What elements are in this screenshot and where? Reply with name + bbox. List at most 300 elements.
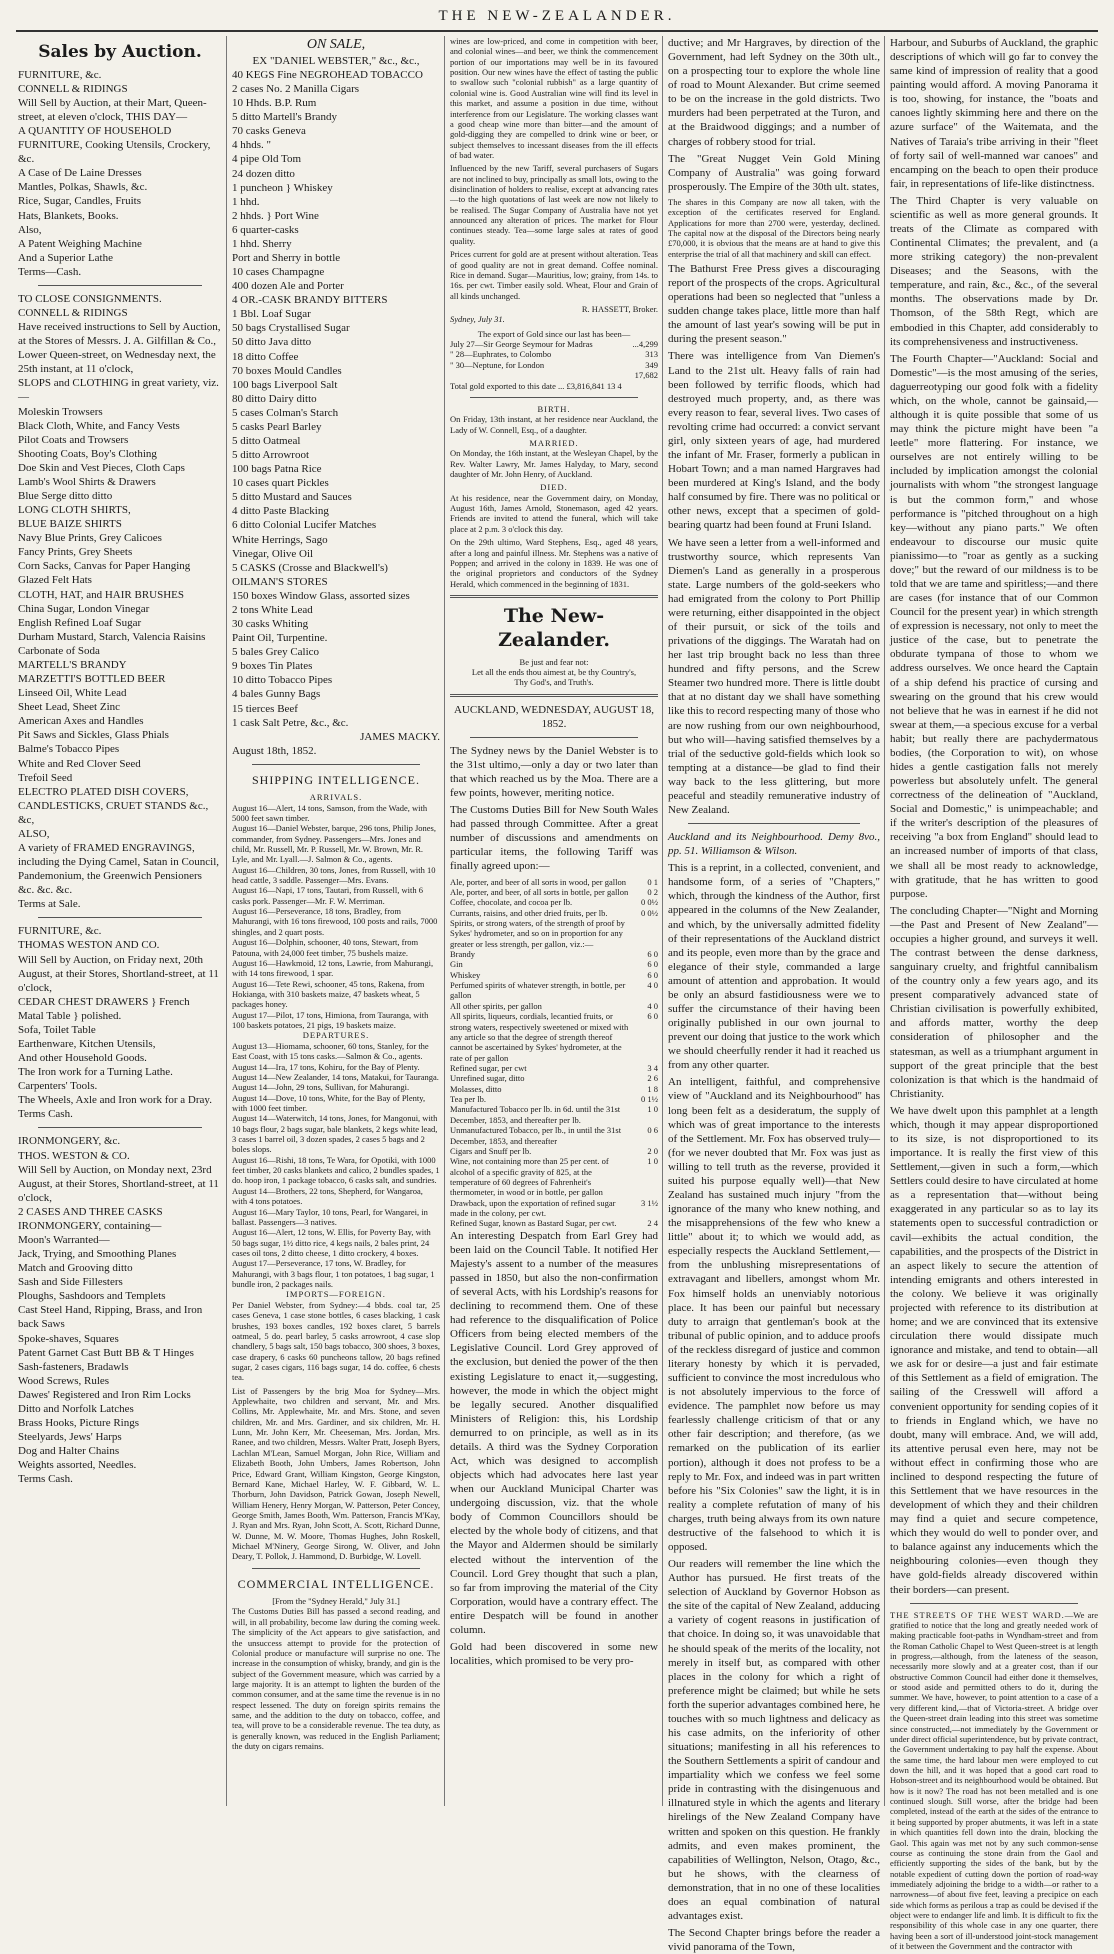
separator	[38, 285, 202, 286]
review-paragraph: Our readers will remember the line which the Author has pursued. He first treats of the selection of Auckland by Governor Hobson as the site of the capital of New Zealand, adducing a variety of cogent reasons in justification of that choice. In doing so, it was unavoidable that he should speak of the merits of the locality, not merely in itself but, as compared with other places in the colony for which a right of preference might be claimed; but while he sets forth the superior advantages combined here, he touches with so much lightness and delicacy as his case admits, on the inferiority of other situations; manifesting in all his references to the Southern Settlements a spirit of candour and impartiality which we confess we feel some pride in contrasting with the disingenuous and illnatured style in which the agents and literary hirelings of the New Zealand Company have written and spoken on this question. He frankly admits, and even makes prominent, the capabilities of Wellington, Nelson, Otago, &c., but he shows, with the clearness of demonstration, that in no one of these localities does an equal combination of natural advantages exist.	[668, 1558, 880, 1922]
review-paragraph: The concluding Chapter—"Night and Morning—the Past and Present of New Zealand"—occupies a higher ground, and surveys it well. The contrast between the dense darkness, sanguinary cruelty, and frightful cannibalism of the country only a few years ago, and its present comparatively advanced state of Christian civilisation is powerfully exhibited, and affords matter, worthy the deep consideration of philosopher and the statesman, as well as a triumphant argument in support of the great principle that the best colonization is that which is the handmaid of Christianity.	[890, 904, 1098, 1100]
text-line: FURNITURE, &c.	[18, 68, 102, 81]
article-paragraph: The "Great Nugget Vein Gold Mining Company of Australia" was going forward prosperously. The Empire of the 30th ult. states,	[668, 152, 880, 193]
text-line: Will Sell by Auction, on Monday next, 23rd August, at their Stores, Shortland-street, at 11 o'clock,	[18, 1163, 219, 1204]
separator	[252, 1568, 420, 1569]
text-line: A Patent Weighing Machine	[18, 237, 142, 250]
auction-ad-weston-furniture	[18, 924, 222, 1121]
table-cell: 313	[645, 349, 658, 360]
streets-text: —We are gratified to notice that the long and greatly needed work of making practicable foot-paths in Wyndham-street and from the Roman Catholic Chapel to West Queen-street is at length in progress,—although, from the lateness of the season, necessarily more slowly and at a greater cost, than if our obstructive Common Council had either done it themselves, or stood aside and permitted others to do it, during the summer. We have, however, to point attention to a case of a very different kind,—that of Victoria-street. A bridge over the Queen-street drain leading into this street was sometime since constructed,—not immediately by the Government or under direct official superintendence, but by private contract, the Government undertaking to pay half the expense. About the same time, the hard labour men were employed to cut down the hill, and it was hoped that a good cart road to Hobson-street and its neighbourhood would be obtained. But how is it now? The road has not been metalled and is one continued slough. Still worse, after the bridge had been completed, instead of the earth at the sides of the entrance to it being supported by proper abutments, it was left in a state in which quantities fell down into the drain, blocking the Gaol. This again was met not by any such common-sense course as continuing the stone drain from the Gaol and efficiently supporting the sides of the bank, but by the notable expedient of cutting down the portion of road-way immediately adjoining the bridge to a width—or rather to a narrowness—of about five feet, leaving a precipice on each side which forms as perilous a trap as could be devised if the object were to endanger life and limb. It is difficult to fix the responsibility of this whole case in any one quarter, there having been a sort of ill-understood joint-stock management of it between the Government and the contractor with	[890, 1609, 1098, 1952]
text-line: 2 cases No. 2 Manilla Cigars	[232, 83, 360, 96]
text-line: CLOTH, HAT, and HAIR BRUSHES	[18, 588, 185, 601]
article-paragraph: We have seen a letter from a well-informed and trustworthy source, which represents Van Diemen's Land as generally in a prosperous state. Large numbers of the gold-seekers who had emigrated from the colony to Port Phillip were returning, either disappointed in the object of their pursuit, or sick of the toils and privations of the diggings. The Waratah had on her last trip brought back no less than three hundred and fifty persons, and the Screw Steamer two hundred more. There is little doubt that at no distant day we shall have something like this to record respecting many of those who are now rushing from our own neighbourhood, but who will—having satisfied themselves by a trial of the seductive gold-fields which look so tempting at a distance—be glad to find their way back to the less glittering, but more peaceful and steadily remunerative industry of New Zealand.	[668, 536, 881, 816]
text-line: Moleskin Trowsers	[18, 405, 103, 418]
table-cell: Currants, raisins, and other dried fruits, per lb.	[450, 907, 608, 918]
text-line: 9 boxes Tin Plates	[232, 660, 313, 673]
table-row	[450, 918, 658, 949]
table-cell: 349	[645, 359, 658, 370]
table-row	[450, 339, 658, 349]
text-line: 5 CASKS (Crosse and Blackwell's) OILMAN'S STORES	[232, 561, 388, 588]
column-1	[18, 36, 222, 1806]
table-cell	[450, 370, 602, 380]
text-line: 5 bales Grey Calico	[232, 646, 320, 659]
table-cell: " 28—Euphrates, to Colombo	[450, 349, 552, 360]
text-line: August 14—New Zealander, 14 tons, Matakui, for Tauranga.	[232, 1071, 439, 1082]
table-cell: Manufactured Tobacco per lb. in 6d. until the 31st December, 1853, and thereafter per lb.	[450, 1104, 621, 1125]
table-cell: Drawback, upon the exportation of refined sugar made in the colony, per cwt.	[450, 1197, 616, 1219]
on-sale-heading: ON SALE,	[306, 37, 366, 52]
text-line: August 16—Mary Taylor, 10 tons, Pearl, for Wangarei, in ballast. Passengers—3 natives.	[232, 1206, 428, 1227]
auction-heading: Sales by Auction.	[38, 42, 202, 62]
table-cell: 4 0	[647, 1000, 658, 1011]
text-line: 50 ditto Java ditto	[232, 336, 312, 349]
table-cell: Whiskey	[450, 969, 481, 980]
text-line: Carbonate of Soda	[18, 644, 100, 657]
text-line: Vinegar, Olive Oil	[232, 547, 314, 560]
table-cell: All other spirits, per gallon	[450, 1000, 542, 1011]
text-line: Sash-fasteners, Bradawls	[18, 1360, 129, 1373]
sale-date: August 18th, 1852.	[232, 744, 317, 757]
text-line: Terms—Cash.	[18, 265, 82, 278]
motto-line-2: Let all the ends thou aimest at, be thy Country's,	[471, 666, 637, 677]
table-cell: 3 4	[647, 1063, 658, 1073]
text-line: Glazed Felt Hats	[18, 574, 92, 587]
gold-paragraph: Gold had been discovered in some new localities, which promised to be very pro-	[450, 1641, 658, 1668]
text-line: Linseed Oil, White Lead	[18, 687, 127, 700]
text-line: MARZETTI'S BOTTLED BEER	[18, 673, 166, 686]
table-cell: " 30—Neptune, for London	[450, 359, 545, 370]
table-cell: July 27—Sir George Seymour for Madras	[450, 339, 593, 350]
text-line: August 14—Brothers, 22 tons, Shepherd, for Wangaroa, with 4 tons potatoes.	[232, 1185, 423, 1207]
review-paragraph: The Fourth Chapter—"Auckland: Social and Domestic"—is the most amusing of the series, daguerreotyping our good folk with a fidelity which, on the whole, cannot be gainsaid,—although it is quite possible that some of us may think the picture might have been "a leetle" more flattering. For instance, we ourselves are not entirely willing to be included by implication amongst the colonial journalists with whom "the strongest language is but the common form," and whose performance is "pitched throughout on a high key—without any piano parts." We often endeavour to discourse our music quite pianissimo—to "roar as gently as a sucking dove;" but the reward of our mildness is to be told that we are tame and spiritless;—and there are cases (for instance that of our Common Council for the present year) in which strength of expression is necessary, not only to meet the justice of the case, but to penetrate the obdurate tympana of those to whom we address ourselves. We once heard the Captain of a ship defend his practice of cursing and swearing on the ground that his crew would not believe that he was in earnest if he did not swear at them,—a specious excuse for a verbal habit; but really there are pachydermatous bodies, (the Corporation to wit), on whose hides a gentle castigation falls not merely powerless but absolutely unfelt. The general correctness of the delineation of "Auckland, Social and Domestic," is unimpeachable; and if the writer's description of the pleasures of receiving "a box from England" should lead to an increased number of imports of that class, we shall all be most ready to acknowledge, with gratitude, that he has written to good purpose.	[890, 352, 1098, 900]
text-line: Trefoil Seed	[18, 771, 73, 784]
died-notice-2: On the 29th ultimo, Ward Stephens, Esq., aged 48 years, after a long and painful illness. Mr. Stephens was a native of Poppen; and arrived in the colony in 1839. He was one of the original proprietors and conductors of the Sydney Herald, which commenced in the beginning of 1831.	[450, 537, 658, 589]
text-line: August 16—Perseverance, 18 tons, Bradley, from Mahurangi, with 16 tons firewood, 100 posts and rails, 7000 shingles, and 2 quart posts.	[232, 906, 438, 937]
table-cell: Unrefined sugar, ditto	[450, 1073, 525, 1084]
review-paragraph: This is a reprint, in a collected, convenient, and handsome form, of a series of "Chapters," which, through the kindness of the Author, first appeared in the columns of the New Zealander, and which, by the universally admitted fidelity of their representations of the Auckland district and its people, even more than by the grace and elegance of their style, commanded a large amount of attention and approbation. It would be only an absurd fastidiousness were we to suffer the circumstance of their having been originally published in our own journal to prevent our doing that justice to the work which we should cheerfully render it had it reached us from any other quarter.	[668, 862, 880, 1072]
text-line: Will Sell by Auction, at their Mart, Queen-street, at eleven o'clock, THIS DAY—	[18, 96, 207, 123]
text-line: August 16—Daniel Webster, barque, 296 tons, Philip Jones, commander, from Sydney. Passengers—Mrs. Jones and child, Mr. Russell, Mr. P. Russell, Mr. W. Brown, Mr. R. Lyle, and Mr. Lyall.—J. Salmon & Co., agents.	[232, 823, 436, 865]
text-line: 50 bags Crystallised Sugar	[232, 322, 350, 335]
text-line: BLUE BAIZE SHIRTS	[18, 518, 122, 531]
table-cell: Perfumed spirits of whatever strength, in bottle, per gallon	[450, 980, 626, 1001]
text-line: Jack, Trying, and Smoothing Planes	[18, 1248, 177, 1261]
table-cell	[602, 360, 630, 370]
broker-date: Sydney, July 31.	[450, 314, 505, 325]
table-row	[450, 1146, 658, 1156]
married-heading: MARRIED.	[529, 437, 579, 448]
text-line: August 14—Dove, 10 tons, White, for the Bay of Plenty, with 1000 feet timber.	[232, 1092, 426, 1113]
gold-export-total: Total gold exported to this date ... £3,816,841 13 4	[450, 380, 622, 391]
table-row	[450, 887, 658, 897]
table-row	[450, 1094, 658, 1104]
text-line: A variety of FRAMED ENGRAVINGS, including the Dying Camel, Satan in Council, Pandemonium, the Greenwich Pensioners	[18, 841, 220, 883]
table-cell: 2 4	[647, 1218, 658, 1229]
text-line: Balme's Tobacco Pipes	[18, 743, 120, 756]
text-line: August 16—Alert, 12 tons, W. Ellis, for Poverty Bay, with 50 bags sugar, 1½ ditto rice, 4 kegs nails, 2 bales print, 24 cases oil tons, 2 ditto cheese, 1 ditto crockery, 4 boxes.	[232, 1227, 431, 1258]
text-line: ELECTRO PLATED DISH COVERS, CANDLESTICKS, CRUET STANDS &c., &c,	[18, 785, 209, 826]
text-line: A Case of De Laine Dresses	[18, 167, 142, 180]
text-line: Black Cloth, White, and Fancy Vests	[18, 419, 180, 432]
table-cell: 1 8	[647, 1083, 658, 1094]
text-line: Hats, Blankets, Books.	[18, 209, 119, 222]
text-line: MARTELL'S BRANDY	[18, 658, 127, 671]
table-row	[450, 959, 658, 969]
text-line: The Iron work for a Turning Lathe.	[18, 1066, 173, 1079]
text-line: Pilot Coats and Trowsers	[18, 433, 129, 446]
text-line: CONNELL & RIDINGS	[18, 307, 128, 319]
table-cell: Refined sugar, per cwt	[450, 1063, 527, 1073]
table-cell: Refined Sugar, known as Bastard Sugar, per cwt.	[450, 1218, 617, 1229]
text-line: Navy Blue Prints, Grey Calicoes	[18, 532, 162, 545]
text-line: CEDAR CHEST DRAWERS } French	[18, 995, 190, 1008]
text-line: Moon's Warranted—	[18, 1234, 110, 1246]
text-line: ALSO,	[18, 827, 50, 840]
column-divider	[884, 36, 885, 1806]
text-line: 400 dozen Ale and Porter	[232, 280, 344, 293]
text-line: English Refined Loaf Sugar	[18, 616, 142, 629]
auction-ad-consignments	[18, 292, 222, 911]
masthead: THE NEW-ZEALANDER.	[438, 8, 676, 24]
despatch-paragraph: An interesting Despatch from Earl Grey had been laid on the Council Table. It notified Her Majesty's assent to a number of the measures passed in 1850, but also the non-confirmation of several Acts, with his Lordship's reasons for declining to recommend them. One of these had reference to the disqualification of Police Officers from being elected members of the Legislative Council. Lord Grey approved of the exclusion, but denied the power of the then existing Legislature to enact it,—suggesting, however, the mode in which the object might be legally secured. Another disqualified Ministers of Religion: this, his Lordship demurred to on principle, as well as in its details. A third was the Sydney Corporation Act, which was designed to accomplish objects which had advocates here last year when our Auckland Municipal Charter was undergoing discussion, viz. that the whole body of Common Councillors should be elected by the whole body of citizens, and that the Mayor and Aldermen should be similarly elected without the intervention of the Council. Lord Grey thought that such a plan, so far from improving the material of the City Corporation, would have a contrary effect. The entire Despatch will be found in another column.	[450, 1229, 658, 1636]
separator	[910, 1603, 1078, 1604]
column-divider	[662, 36, 663, 1806]
table-row	[450, 1156, 658, 1197]
column-2	[232, 36, 440, 1806]
birth-notice: On Friday, 13th instant, at her residence near Auckland, the Lady of W. Connell, Esq., of a daughter.	[450, 414, 658, 435]
text-line: 18 ditto Coffee	[232, 350, 299, 363]
text-line: Patent Garnet Cast Butt BB & T Hinges	[18, 1346, 194, 1359]
text-line: 4 ditto Paste Blacking	[232, 505, 329, 518]
double-rule	[450, 694, 658, 697]
text-line: Matal Table } polished.	[18, 1009, 122, 1022]
text-line: August 14—John, 29 tons, Sullivan, for Mahurangi.	[232, 1082, 410, 1093]
text-line: Ditto and Norfolk Latches	[18, 1402, 134, 1415]
separator	[252, 764, 420, 765]
column-4	[668, 36, 881, 1954]
text-line: Cast Steel Hand, Ripping, Brass, and Iron back Saws	[18, 1304, 203, 1331]
text-line: White and Red Clover Seed	[18, 757, 141, 770]
signature: JAMES MACKY.	[360, 730, 440, 743]
text-line: Terms Cash.	[18, 1108, 73, 1121]
text-line: 6 quarter-casks	[232, 223, 299, 236]
separator	[38, 1127, 202, 1128]
table-row	[450, 1125, 658, 1146]
arrivals-list	[232, 803, 440, 1031]
text-line: Port and Sherry in bottle	[232, 252, 341, 264]
separator	[470, 737, 638, 738]
text-line: A QUANTITY OF HOUSEHOLD FURNITURE, Cooking Utensils, Crockery, &c.	[18, 125, 211, 166]
commercial-text: The Customs Duties Bill has passed a second reading, and will, in all probability, become law during the coming week. The simplicity of the Act appears to give satisfaction, and the unsuccess attempt to provide for the protection of Colonial produce or manufacture will surprise no one. The increase in the consumption of whisky, brandy, and gin is the subject of the Government measure, which was carried by a large majority. It is an attempt to lighten the burden of the common consumer, and at the same time the revenue is in no respect lessened. The duty on foreign spirits remains the same, and the addition to the duty on tobacco, coffee, and tea, will prove to be a considerable revenue. The tea duty, as is generally known, was reduced in the English Parliament; the duty on cigars remains.	[232, 1606, 440, 1752]
table-cell: Coffee, chocolate, and cocoa per lb.	[450, 897, 573, 908]
text-line: Doe Skin and Vest Pieces, Cloth Caps	[18, 461, 185, 474]
text-line: 5 casks Pearl Barley	[232, 420, 322, 433]
table-cell: Ale, porter, and beer, of all sorts in bottle, per gallon	[450, 886, 629, 897]
text-line: Dawes' Registered and Iron Rim Locks	[18, 1388, 191, 1401]
text-line: 10 cases Champagne	[232, 266, 325, 279]
review-paragraph: We have dwelt upon this pamphlet at a length which, though it may appear disproportioned to its size, is not disproportioned to its importance. It is really the first view of this Settlement,—given in such a form,—which Settlers could desire to have circulated at home as a representation that—without being exaggerated in any particular so as to lay its statements open to successful contradiction or cavil—exhibits the actual condition, the capabilities, and the prospects of the District in an aspect likely to secure the attention of intending emigrants and others interested in the colony. We believe it was originally projected with reference to its distribution at home; and we are convinced that its extensive circulation there would dissipate much ignorance and mistake, and tend to obtain—all we ask for or desire—a just and fair estimate of this Settlement as a field of emigration. The sailing of the Cresswell will afford a convenient opportunity for sending copies of it to friends in England which, we have no doubt, many will embrace. And, we will add, its attentive perusal even here, may not be without effect in confirming those who are inclined to despond respecting the future of this Settlement that we have resources in the development of which they and their children may find a quiet and secure competence, which they would do well to ponder over, and to balance against any inducements which the neighbouring colonies—even though they have gold-fields already discovered within their borders—can present.	[890, 1104, 1099, 1596]
separator	[38, 917, 202, 918]
double-rule	[450, 595, 658, 598]
commercial-heading: COMMERCIAL INTELLIGENCE.	[237, 1576, 435, 1591]
text-line: August 17—Perseverance, 17 tons, W. Bradley, for Mahurangi, with 3 bags flour, 1 ton potatoes, 1 bag sugar, 1 bundle iron, 2 packages nails.	[232, 1258, 435, 1290]
text-line: 2 tons White Lead	[232, 603, 313, 616]
table-cell: 6 0	[647, 959, 658, 970]
table-cell	[630, 918, 658, 949]
table-row	[450, 970, 658, 980]
text-line: 6 ditto Colonial Lucifer Matches	[232, 519, 377, 532]
table-row	[450, 1084, 658, 1094]
text-line: 15 tierces Beef	[232, 702, 298, 715]
table-row	[450, 1001, 658, 1011]
text-line: Steelyards, Jews' Harps	[18, 1431, 122, 1444]
text-line: 5 cases Colman's Starch	[232, 406, 339, 419]
text-line: Terms Cash.	[18, 1473, 73, 1486]
text-line: Paint Oil, Turpentine.	[232, 632, 328, 645]
text-line: LONG CLOTH SHIRTS,	[18, 504, 131, 517]
table-cell: 4 0	[647, 980, 658, 991]
separator	[688, 823, 860, 824]
review-paragraph: Harbour, and Suburbs of Auckland, the graphic descriptions of which will go far to convey the same kind of impression of reality that a good painting would afford. A moving Panorama it is too, showing, for instance, the "boats and canoes lightly skimming here and there on the azure surface" of the Waitemata, and the Natives of Taraia's tribe arriving in their "fleet of forty sail of well-manned war canoes" and encamping on the beach to open their produce fair, in representations of life-like distinctness.	[890, 37, 1098, 190]
table-row	[450, 980, 658, 1001]
auction-ad-ironmongery	[18, 1134, 222, 1486]
text-line: 10 ditto Tobacco Pipes	[232, 674, 333, 687]
text-line: August 16—Tete Rewi, schooner, 45 tons, Rakena, from Hokianga, with 310 baskets maize, 47 baskets wheat, 5 packages honey.	[232, 978, 425, 1010]
tariff-intro: The Customs Duties Bill for New South Wales had passed through Committee. After a great number of discussions and amendments on particular items, the following Tariff was finally agreed upon:—	[450, 804, 658, 873]
column-3	[450, 36, 658, 1806]
table-row	[450, 1073, 658, 1083]
text-line: Brass Hooks, Picture Rings	[18, 1417, 139, 1430]
text-line: TO CLOSE CONSIGNMENTS.	[18, 292, 162, 305]
text-line: August 14—Ira, 17 tons, Kohiru, for the Bay of Plenty.	[232, 1061, 420, 1072]
text-line: 10 Hhds. B.P. Rum	[232, 97, 317, 110]
arrivals-heading: ARRIVALS.	[309, 792, 363, 803]
text-line: 1 Bbl. Loaf Sugar	[232, 308, 311, 321]
text-line: August 14—Waterwitch, 14 tons, Jones, for Mangonui, with 10 bags flour, 2 bags sugar, bale blankets, 2 kegs white lead, 3 cases 1 barrel oil, 3 dozen spades, 2 cases 5 bags and 2 boles slops.	[232, 1113, 438, 1155]
article-paragraph: ductive; and Mr Hargraves, by direction of the Government, had left Sydney on the 30th ult., on a prospecting tour to explore the whole line of road to Mount Alexander. But crime seemed to be on the increase in the gold districts. Two murders had been perpetrated at the Turon, and at the Braidwood diggings; and a number of charges of robbery stood for trial.	[668, 37, 880, 148]
review-title: Auckland and its Neighbourhood. Demy 8vo., pp. 51. Williamson & Wilson.	[668, 831, 880, 858]
motto-line-1: Be just and fear not:	[519, 656, 589, 667]
table-cell: 17,682	[634, 370, 658, 381]
table-row	[450, 908, 658, 918]
quoted-paragraph: The shares in this Company are now all taken, with the exception of the certificates reserved for England. Applications for more than 2700 were, yesterday, declined. The capital now at the disposal of the Directors being nearly £70,000, it is obvious that the means are at hand to give this enterprise the trial of all that machinery and skill can effect.	[668, 196, 880, 259]
table-cell: Brandy	[450, 949, 476, 960]
review-paragraph: An intelligent, faithful, and comprehensive view of "Auckland and its Neighbourhood" has long been felt as a desideratum, the supply of which was of great importance to the interests of the Settlement. Mr. Fox has observed truly—(for we never doubted that Mr. Fox was just as willing to tell truth as the reverse, provided it suited his purpose equally well)—that New Zealand has sustained much injury "from the ignorance of the many who knew nothing, and the misapprehensions of the few who knew a little" about it; to which we would add, as especially respects the Auckland Settlement,—from the unblushing misrepresentations of extravagant and libellers, amongst whom Mr. Fox himself holds an unenviably notorious place. It has been our painful but necessary duty to arraign that gentleman's book at the tribunal of public opinion, and to adduce proofs of the reckless disregard of justice and common literary honesty by which it is pervaded, sufficient to convince the most incredulous who is not absolutely impervious to the force of evidence. The pamphlet now before us may fearlessly challenge criticism of that or any other fair description; and therefore, (as we remarked on the publication of its earlier portion), although it does not profess to be a reply to Mr. Fox, and indeed was in part written before his "Six Colonies" saw the light, it is in reality a complete refutation of many of his charges, truth being always from its own nature destructive of the falsehood to which it is opposed.	[668, 1076, 880, 1553]
table-row	[450, 1011, 658, 1063]
gold-export-heading: The export of Gold since our last has been—	[477, 328, 631, 339]
text-line: The Wheels, Axle and Iron work for a Dray.	[18, 1094, 212, 1107]
text-line: August 16—Napi, 17 tons, Tautari, from Russell, with 6 casks pork. Passenger—Mr. F. W. Merriman.	[232, 885, 423, 906]
table-cell: 3 1½	[641, 1197, 658, 1208]
column-divider	[226, 36, 227, 1806]
text-line: 1 hhd.	[232, 195, 260, 208]
text-line: THOMAS WESTON AND CO.	[18, 939, 160, 952]
market-text-2: Influenced by the new Tariff, several purchasers of Sugars are not inclined to buy, principally as small lots, owing to the disinclination of holders to realise, except at advancing rates—to the high quotations of last week are now not likely to be realised. The Sugar Company of Australia have not yet announced any alteration of prices. The market for Flour continues steady. Tea—some large sales at rates of good quality.	[450, 163, 658, 246]
table-cell: 2 6	[647, 1073, 658, 1084]
table-row	[450, 1198, 658, 1219]
died-notice-1: At his residence, near the Government dairy, on Monday, August 16th, James Arnold, Stonemason, aged 42 years. Friends are invited to attend the funeral, which will take place at 2 p.m. 3 o'clock this day.	[450, 492, 658, 534]
text-line: SLOPS and CLOTHING in great variety, viz.—	[18, 377, 219, 404]
text-line: 5 ditto Arrowroot	[232, 449, 309, 462]
dateline: AUCKLAND, WEDNESDAY, AUGUST 18, 1852.	[453, 703, 655, 730]
text-line: 2 CASES AND THREE CASKS IRONMONGERY, containing—	[18, 1205, 163, 1232]
top-rule	[16, 30, 1098, 32]
text-line: 100 bags Patna Rice	[232, 463, 322, 476]
text-line: THOS. WESTON & CO.	[18, 1149, 130, 1162]
text-line: And a Superior Lathe	[18, 251, 113, 264]
text-line: Earthenware, Kitchen Utensils,	[18, 1037, 156, 1050]
table-cell: 0 0½	[641, 897, 658, 908]
text-line: Carpenters' Tools.	[18, 1080, 98, 1093]
imports-text: Per Daniel Webster, from Sydney:—4 bbds. coal tar, 25 cases Geneva, 1 case stone bottles, 6 cases blacking, 1 cask brushes, 193 boxes candles, 192 boxes claret, 5 barrels oatmeal, 5 do. pearl barley, 5 casks arrowroot, 4 case slop chandlery, 5 bags salt, 150 bags tobacco, 300 shoes, 3 boxes, case drapery, 6 casks 60 puncheons tallow, 20 bags refined sugar, 2 cases cigars, 116 bags sugar, 14 do. coffee, 6 chests tea.	[232, 1299, 440, 1383]
table-row	[450, 877, 658, 887]
text-line: August 16—Alert, 14 tons, Samson, from the Wade, with 5000 feet sawn timber.	[232, 802, 428, 823]
departures-list	[232, 1041, 440, 1290]
commercial-source: [From the "Sydney Herald," July 31.]	[272, 1596, 400, 1607]
text-line: White Herrings, Sago	[232, 533, 328, 546]
table-cell	[602, 370, 630, 380]
text-line: 10 cases quart Pickles	[232, 477, 329, 490]
text-line: 4 pipe Old Tom	[232, 153, 301, 166]
table-cell: All spirits, liqueurs, cordials, lecantied fruits, or strong waters, respectively sweetened or mixed with any article so that the degree of strength thereof cannot be ascertained by Sykes' hydrometer, at the rate of per gallon	[450, 1011, 629, 1063]
text-line: And other Household Goods.	[18, 1052, 147, 1065]
text-line: Sofa, Toilet Table	[18, 1023, 96, 1036]
text-line: Sash and Side Fillesters	[18, 1276, 123, 1289]
streets-heading: THE STREETS OF THE WEST WARD.	[890, 1609, 1065, 1620]
text-line: 1 hhd. Sherry	[232, 237, 292, 250]
text-line: August 16—Dolphin, schooner, 40 tons, Stewart, from Patouna, with 24,000 feet timber, 75 bushels maize.	[232, 937, 419, 958]
text-line: 24 dozen ditto	[232, 167, 295, 180]
table-row	[450, 1218, 658, 1228]
article-paragraph: The Bathurst Free Press gives a discouraging report of the prospects of the crops. Agricultural operations had been so neglected that "unless a sudden change takes place, little more than half the amount of last year's sowing will be put in during the present season."	[668, 263, 880, 346]
table-cell: 2 0	[647, 1145, 658, 1156]
text-line: August 16—Children, 30 tons, Jones, from Russell, with 10 head cattle, 3 saddle. Passenger—Mrs. Evans.	[232, 864, 436, 886]
separator	[470, 397, 638, 398]
text-line: Durham Mustard, Starch, Valencia Raisins	[18, 630, 206, 643]
text-line: Lamb's Wool Shirts & Drawers	[18, 475, 156, 488]
text-line: 4 bales Gunny Bags	[232, 688, 321, 701]
text-line: 5 ditto Mustard and Sauces	[232, 491, 352, 504]
article-paragraph: There was intelligence from Van Diemen's Land to the 21st ult. Heavy falls of rain had been followed by terrific floods, which had destroyed much property, and, as there was every reason to fear, several lives. Two cases of revolting crime had occurred: a convict servant girl, only sixteen years of age, had murdered the infant of Mr. Fraser, formerly a publican in Hobart Town; and a man named Hargraves had been murdered at King's Island, and the body half consumed by fire. There was no political or other news, except that a specimen of gold-bearing quartz had been found at Fruni Island.	[668, 350, 880, 532]
text-line: Blue Serge ditto ditto	[18, 490, 113, 503]
table-row	[450, 1063, 658, 1073]
text-line: American Axes and Handles	[18, 715, 144, 728]
text-line: Dog and Halter Chains	[18, 1445, 120, 1458]
imports-heading: IMPORTS—FOREIGN.	[286, 1289, 386, 1300]
text-line: Will Sell by Auction, on Friday next, 20th August, at their Stores, Shortland-street, at 11 o'clock,	[18, 953, 219, 994]
review-paragraph: The Third Chapter is very valuable on scientific as well as more general grounds. It treats of the Climate as compared with Continental Climates; the prevalent, and (a more striking category) the non-prevalent Diseases; and the Seasons, with the temperature, and rain, &c., &c., of the several months. The observations made by Dr. Thomson, of the 58th Regt, which are embodied in this Chapter, add considerably to its comprehensiveness and instructiveness.	[890, 194, 1098, 348]
married-notice: On Monday, the 16th instant, at the Wesleyan Chapel, by the Rev. Walter Lawry, Mr. James Halyday, to Mary, second daughter of Mr. John Henry, of Auckland.	[450, 448, 658, 480]
review-paragraph: The Second Chapter brings before the reader a vivid panorama of the Town,	[668, 1927, 880, 1954]
table-cell: 0 1	[647, 876, 658, 887]
table-cell	[602, 349, 630, 359]
table-cell: 6 0	[647, 969, 658, 980]
text-line: Shooting Coats, Boy's Clothing	[18, 447, 157, 460]
auction-ad-furniture	[18, 68, 222, 279]
table-cell: Unmanufactured Tobacco, per lb., in until the 31st December, 1853, and thereafter	[450, 1125, 622, 1146]
table-cell: 0 2	[647, 886, 658, 897]
column-divider	[444, 36, 445, 1806]
text-line: Also,	[18, 223, 42, 236]
table-cell: 6 0	[647, 1011, 658, 1022]
passenger-list: List of Passengers by the brig Moa for Sydney—Mrs. Applewhaite, two children and servant, Mr. and Mrs. Collins, Mr. Applewhaite, Mr. and Mrs. Stone, and seven children, Mr. and Mrs. Gardiner, and six children, Mr. H. Lunn, Mr. John Kerr, Mr. Cheeseman, Mrs. Jordan, Mrs. Ranee, and two children, Messrs. Walter Pratt, Joseph Byers, Lachlan M'Lean, Samuel Morgan, John Rice, William and Elizabeth Booth, John Umbers, James Robertson, John Price, Edward Grant, William Kingston, George Kingston, Bernard Kane, Michael Harley, W. F. Gibbard, W. L. Thorburn, John Davidson, Patrick Gowan, Joseph Newell, William Henery, Henry Morgan, W. Patterson, Peter Concey, George Smith, James Booth, Wm. Patterson, Francis M'Kay, J. Ryan and Mrs. Ryan, John Scott, A. Scott, Richard Dunne, W. Dunne, M. W. Moore, Thomas Hughes, John Roskell, Michael M'Ninery, George Sirong, W. Oliver, and John Deary, T. Pollok, J. Hammond, D. Burbidge, W. Lovell.	[232, 1385, 440, 1562]
text-line: FURNITURE, &c.	[18, 925, 102, 938]
text-line: August 13—Hiomama, schooner, 60 tons, Stanley, for the East Coast, with 15 tons casks.—Salmon & Co., agents.	[232, 1040, 429, 1062]
departures-heading: DEPARTURES.	[302, 1030, 370, 1041]
market-text: wines are low-priced, and come in competition with beer, and colonial wines—and beer, we think the commencement portion of our importations may well be in its favoured position. Our new wines have the effect of tasting the public to swallow such "colonial rubbish" as a large quantity of colonial wine is. Good Australian wine will find its level in this market, and assume a position in due time, without interference from our Legislature. The working classes want a good cheap wine more than bitter—and the amount of gold-digging they are compelled to drink wine or beer, or subject themselves to incessant diseases from the ill effects of bad water.	[450, 36, 658, 160]
broker-signature: R. HASSETT, Broker.	[581, 303, 658, 314]
table-row	[450, 349, 658, 359]
lead-paragraph: The Sydney news by the Daniel Webster is to the 31st ultimo,—only a day or two later than that which reached us by the Moa. There are a few points, however, meriting notice.	[450, 744, 658, 800]
text-line: &c. &c. &c.	[18, 884, 73, 897]
column-5	[890, 36, 1099, 1952]
table-cell: Cigars and Snuff per lb.	[450, 1145, 532, 1156]
table-cell: Spirits, or strong waters, of the strength of proof by Sykes' hydrometer, and so on in proportion for any greater or less strength, per gallon, viz.:—	[450, 917, 625, 949]
ex-ship-line: EX "DANIEL WEBSTER," &c., &c.,	[252, 54, 420, 67]
table-cell: Tea per lb.	[450, 1094, 486, 1105]
text-line: CONNELL & RIDINGS	[18, 82, 128, 95]
table-row	[450, 949, 658, 959]
text-line: 4 OR.-CASK BRANDY BITTERS	[232, 294, 388, 307]
text-line: 100 bags Liverpool Salt	[232, 378, 338, 391]
table-cell: 0 0½	[641, 907, 658, 918]
birth-heading: BIRTH.	[537, 403, 571, 414]
table-cell: Gin	[450, 959, 463, 970]
text-line: Sheet Lead, Sheet Zinc	[18, 701, 121, 714]
text-line: 1 puncheon } Whiskey	[232, 181, 333, 194]
text-line: 150 boxes Window Glass, assorted sizes	[232, 589, 410, 602]
text-line: Ploughs, Sashdoors and Templets	[18, 1290, 166, 1303]
table-row	[450, 360, 658, 370]
table-cell: 1 0	[647, 1104, 658, 1115]
table-cell: 0 1½	[641, 1094, 658, 1105]
text-line: Mantles, Polkas, Shawls, &c.	[18, 181, 148, 194]
text-line: Match and Grooving ditto	[18, 1262, 133, 1275]
text-line: 5 ditto Oatmeal	[232, 435, 301, 448]
table-row	[450, 1104, 658, 1125]
shipping-heading: SHIPPING INTELLIGENCE.	[252, 772, 420, 787]
paper-title: The New-Zealander.	[498, 604, 610, 652]
table-cell: Ale, porter, and beer of all sorts in wood, per gallon	[450, 876, 626, 887]
gold-text: Prices current for gold are at present without alteration. Teas of good quality are not in great demand. Coffee nominal. Rice in demand. Sugar—Mauritius, low; grainy, from 14s. to 16s. per cwt. Timber easily sold. Wheat, Flour and Grain of all kinds unchanged.	[450, 249, 658, 301]
text-line: 1 cask Salt Petre, &c., &c.	[232, 716, 349, 729]
text-line: 70 boxes Mould Candles	[232, 364, 342, 377]
text-line: Corn Sacks, Canvas for Paper Hanging	[18, 560, 191, 573]
text-line: Have received instructions to Sell by Auction, at the Stores of Messrs. J. A. Gilfillan & Co., Lower Queen-street, on Wednesday next, the 25th instant, at 11 o'clock,	[18, 321, 221, 376]
text-line: 40 KEGS Fine NEGROHEAD TOBACCO	[232, 68, 423, 81]
sale-items-list	[232, 68, 440, 730]
text-line: 2 hhds. } Port Wine	[232, 209, 319, 222]
table-cell	[602, 339, 630, 349]
died-heading: DIED.	[540, 482, 568, 493]
gold-export-table	[450, 339, 658, 380]
table-cell: Wine, not containing more than 25 per cent. of alcohol of a specific gravity of 825, at the temperature of 60 degrees of Fahrenheit's thermometer, in wood or in bottle, per gallon	[450, 1156, 609, 1198]
table-cell: ...4,299	[632, 339, 658, 350]
text-line: 4 hhds. "	[232, 139, 272, 152]
text-line: Weights assorted, Needles.	[18, 1459, 137, 1472]
text-line: 80 ditto Dairy ditto	[232, 392, 317, 405]
text-line: China Sugar, London Vinegar	[18, 602, 150, 615]
table-row	[450, 370, 658, 380]
table-row	[450, 897, 658, 907]
text-line: Fancy Prints, Grey Sheets	[18, 546, 133, 559]
text-line: Pit Saws and Sickles, Glass Phials	[18, 729, 169, 742]
text-line: Spoke-shaves, Squares	[18, 1332, 119, 1345]
table-cell: 1 0	[647, 1156, 658, 1167]
text-line: August 16—Hawkmoid, 12 tons, Lawrie, from Mahurangi, with 14 tons firewood, 1 spar.	[232, 957, 434, 979]
text-line: August 17—Pilot, 17 tons, Himiona, from Tauranga, with 100 baskets potatoes, 21 pigs, 19 baskets maize.	[232, 1009, 429, 1031]
table-cell: 0 6	[647, 1125, 658, 1136]
